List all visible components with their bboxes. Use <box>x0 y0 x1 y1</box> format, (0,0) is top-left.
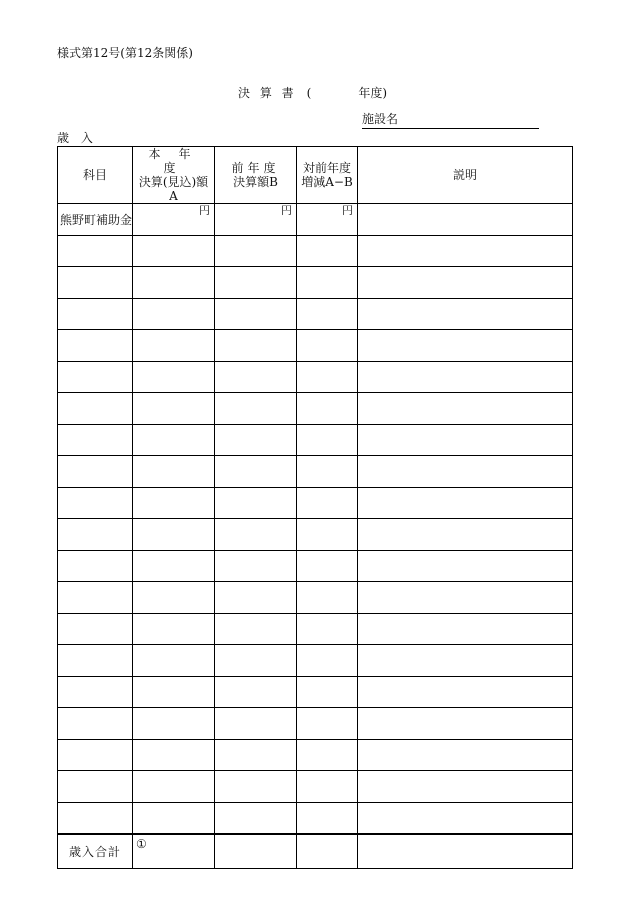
table-row <box>58 267 573 299</box>
table-row <box>58 235 573 267</box>
cell-description[interactable] <box>358 519 573 551</box>
total-label: 歳入合計 <box>58 834 133 869</box>
title-paren-open: ( <box>306 86 315 100</box>
cell-current-amount[interactable] <box>133 424 215 456</box>
table-row <box>58 739 573 771</box>
cell-diff-amount[interactable] <box>297 802 358 834</box>
table-row <box>58 456 573 488</box>
table-row <box>58 361 573 393</box>
cell-current-amount[interactable] <box>133 519 215 551</box>
cell-prev-amount[interactable]: 円 <box>215 204 297 236</box>
cell-subject[interactable] <box>58 550 133 582</box>
document-title <box>238 84 387 101</box>
table-row <box>58 802 573 834</box>
form-number: 様式第12号(第12条関係) <box>57 46 193 60</box>
cell-description[interactable] <box>358 298 573 330</box>
total-description[interactable] <box>358 834 573 869</box>
cell-prev-amount[interactable] <box>215 708 297 740</box>
cell-subject[interactable] <box>58 330 133 362</box>
table-row <box>58 519 573 551</box>
cell-prev-amount[interactable] <box>215 739 297 771</box>
cell-subject[interactable] <box>58 298 133 330</box>
cell-current-amount[interactable] <box>133 235 215 267</box>
cell-diff-amount[interactable] <box>297 645 358 677</box>
cell-description[interactable] <box>358 550 573 582</box>
cell-subject[interactable] <box>58 456 133 488</box>
table-header-row <box>58 147 573 204</box>
section-label: 歳 入 <box>57 131 97 145</box>
cell-prev-amount[interactable] <box>215 393 297 425</box>
table-row <box>58 582 573 614</box>
cell-subject[interactable] <box>58 424 133 456</box>
cell-diff-amount[interactable] <box>297 582 358 614</box>
cell-prev-amount[interactable] <box>215 550 297 582</box>
header-diff-line1: 対前年度 <box>302 161 351 175</box>
cell-prev-amount[interactable] <box>215 424 297 456</box>
cell-description[interactable] <box>358 676 573 708</box>
header-diff-line2: 増減A−B <box>301 175 353 189</box>
cell-prev-amount[interactable] <box>215 330 297 362</box>
header-description: 説明 <box>358 147 573 204</box>
table-row <box>58 708 573 740</box>
cell-subject[interactable] <box>58 235 133 267</box>
cell-current-amount[interactable] <box>133 487 215 519</box>
cell-prev-amount[interactable] <box>215 487 297 519</box>
cell-prev-amount[interactable] <box>215 771 297 803</box>
cell-prev-amount[interactable] <box>215 298 297 330</box>
cell-current-amount[interactable] <box>133 802 215 834</box>
header-prev-year <box>215 147 297 204</box>
cell-subject[interactable] <box>58 708 133 740</box>
cell-current-amount[interactable] <box>133 771 215 803</box>
table-row <box>58 330 573 362</box>
cell-subject[interactable] <box>58 676 133 708</box>
cell-description[interactable] <box>358 645 573 677</box>
cell-diff-amount[interactable] <box>297 771 358 803</box>
cell-description[interactable] <box>358 330 573 362</box>
cell-current-amount[interactable] <box>133 298 215 330</box>
cell-description[interactable] <box>358 393 573 425</box>
cell-diff-amount[interactable] <box>297 487 358 519</box>
title-year: 年度) <box>358 86 388 100</box>
cell-current-amount[interactable] <box>133 645 215 677</box>
cell-subject[interactable] <box>58 267 133 299</box>
table-row <box>58 424 573 456</box>
title-text: 決 算 書 <box>238 86 297 100</box>
cell-current-amount[interactable] <box>133 582 215 614</box>
total-current-amount[interactable]: ① <box>133 834 215 869</box>
cell-diff-amount[interactable]: 円 <box>297 204 358 236</box>
cell-subject[interactable] <box>58 519 133 551</box>
total-row <box>58 834 573 869</box>
header-prev-line1: 前年度 <box>231 161 280 175</box>
cell-prev-amount[interactable] <box>215 645 297 677</box>
total-prev-amount[interactable] <box>215 834 297 869</box>
cell-subject[interactable] <box>58 802 133 834</box>
cell-diff-amount[interactable] <box>297 550 358 582</box>
cell-subject[interactable]: 熊野町補助金 <box>58 204 133 236</box>
table-row <box>58 487 573 519</box>
cell-subject[interactable] <box>58 739 133 771</box>
cell-description[interactable] <box>358 204 573 236</box>
cell-prev-amount[interactable] <box>215 456 297 488</box>
header-current-line1: 本年度 <box>148 147 209 175</box>
table-row <box>58 204 573 236</box>
cell-current-amount[interactable] <box>133 550 215 582</box>
cell-description[interactable] <box>358 487 573 519</box>
cell-current-amount[interactable] <box>133 613 215 645</box>
cell-diff-amount[interactable] <box>297 613 358 645</box>
header-difference <box>297 147 358 204</box>
cell-diff-amount[interactable] <box>297 519 358 551</box>
cell-subject[interactable] <box>58 613 133 645</box>
facility-name-field[interactable]: 施設名 <box>362 110 539 129</box>
cell-description[interactable] <box>358 424 573 456</box>
cell-current-amount[interactable] <box>133 708 215 740</box>
cell-description[interactable] <box>358 708 573 740</box>
table-row <box>58 613 573 645</box>
cell-subject[interactable] <box>58 361 133 393</box>
cell-diff-amount[interactable] <box>297 298 358 330</box>
cell-subject[interactable] <box>58 582 133 614</box>
cell-description[interactable] <box>358 361 573 393</box>
cell-prev-amount[interactable] <box>215 235 297 267</box>
cell-diff-amount[interactable] <box>297 739 358 771</box>
cell-diff-amount[interactable] <box>297 267 358 299</box>
cell-diff-amount[interactable] <box>297 676 358 708</box>
cell-prev-amount[interactable] <box>215 267 297 299</box>
cell-current-amount[interactable] <box>133 393 215 425</box>
header-subject: 科目 <box>58 147 133 204</box>
cell-diff-amount[interactable] <box>297 708 358 740</box>
cell-prev-amount[interactable] <box>215 519 297 551</box>
cell-prev-amount[interactable] <box>215 613 297 645</box>
cell-prev-amount[interactable] <box>215 361 297 393</box>
total-diff-amount[interactable] <box>297 834 358 869</box>
cell-description[interactable] <box>358 802 573 834</box>
cell-description[interactable] <box>358 582 573 614</box>
cell-current-amount[interactable] <box>133 676 215 708</box>
table-row <box>58 676 573 708</box>
cell-description[interactable] <box>358 771 573 803</box>
cell-description[interactable] <box>358 267 573 299</box>
cell-description[interactable] <box>358 456 573 488</box>
cell-diff-amount[interactable] <box>297 456 358 488</box>
header-prev-line2: 決算額B <box>233 175 278 189</box>
cell-description[interactable] <box>358 235 573 267</box>
header-current-line2: 決算(見込)額 <box>138 175 209 189</box>
cell-current-amount[interactable] <box>133 739 215 771</box>
table-row <box>58 771 573 803</box>
cell-diff-amount[interactable] <box>297 424 358 456</box>
cell-subject[interactable] <box>58 487 133 519</box>
cell-prev-amount[interactable] <box>215 582 297 614</box>
cell-current-amount[interactable]: 円 <box>133 204 215 236</box>
cell-prev-amount[interactable] <box>215 676 297 708</box>
cell-diff-amount[interactable] <box>297 235 358 267</box>
cell-current-amount[interactable] <box>133 361 215 393</box>
cell-description[interactable] <box>358 613 573 645</box>
table-row <box>58 393 573 425</box>
cell-diff-amount[interactable] <box>297 393 358 425</box>
cell-prev-amount[interactable] <box>215 802 297 834</box>
settlement-table <box>57 146 573 869</box>
cell-subject[interactable] <box>58 771 133 803</box>
table-row <box>58 298 573 330</box>
cell-subject[interactable] <box>58 645 133 677</box>
header-current-year <box>133 147 215 204</box>
cell-current-amount[interactable] <box>133 267 215 299</box>
cell-diff-amount[interactable] <box>297 330 358 362</box>
header-current-line3: A <box>169 189 178 203</box>
table-row <box>58 645 573 677</box>
cell-current-amount[interactable] <box>133 330 215 362</box>
cell-description[interactable] <box>358 739 573 771</box>
cell-current-amount[interactable] <box>133 456 215 488</box>
cell-diff-amount[interactable] <box>297 361 358 393</box>
cell-subject[interactable] <box>58 393 133 425</box>
table-row <box>58 550 573 582</box>
